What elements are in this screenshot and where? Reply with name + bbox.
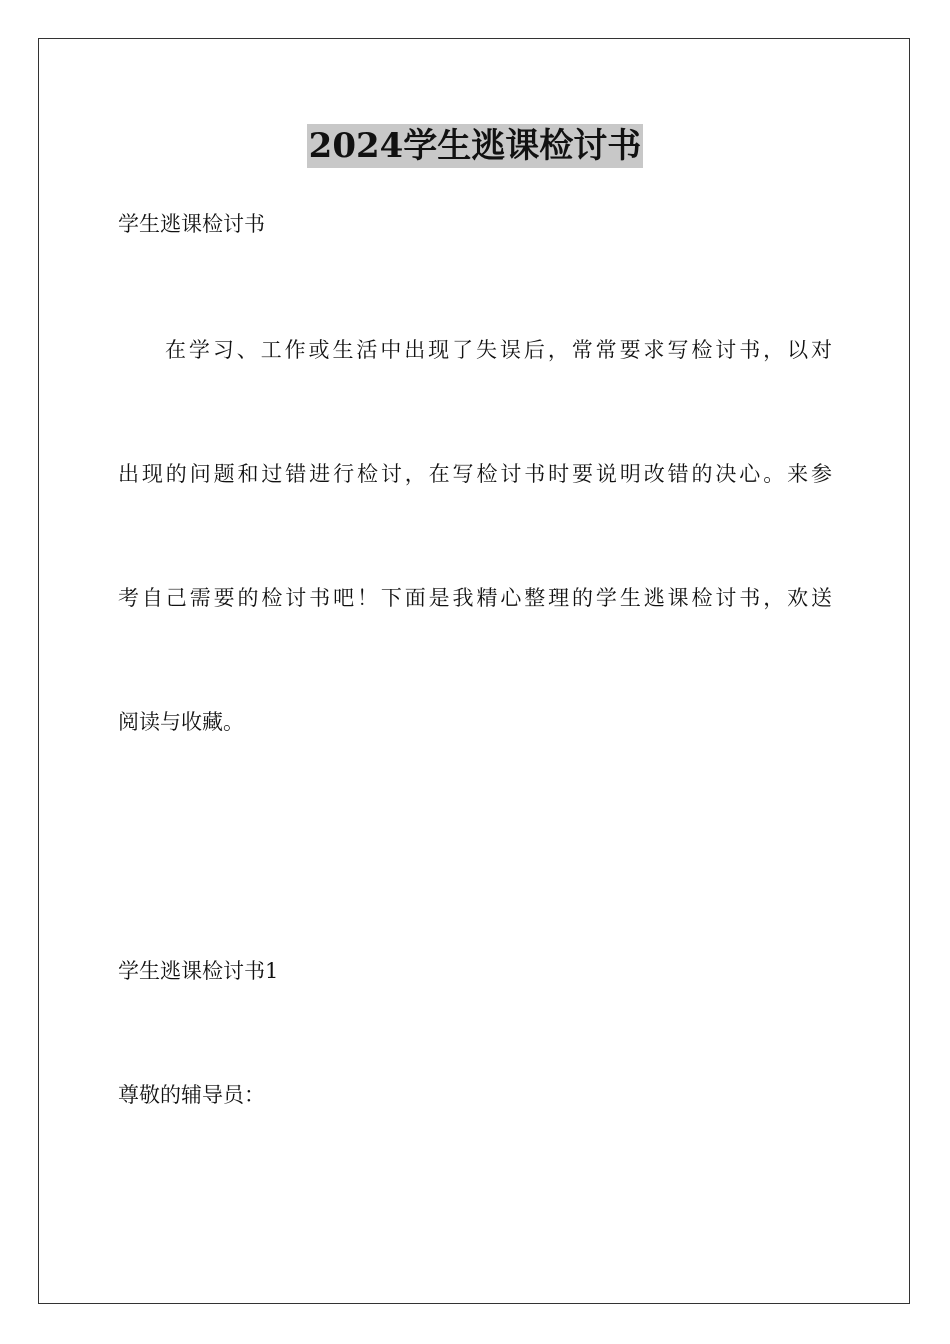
intro-line-1: 在学习、工作或生活中出现了失误后，常常要求写检讨书，以对 xyxy=(165,338,832,362)
salutation: 尊敬的辅导员： xyxy=(118,1083,265,1107)
intro-line-3: 考自己需要的检讨书吧！下面是我精心整理的学生逃课检讨书，欢送 xyxy=(118,586,832,610)
intro-line-2: 出现的问题和过错进行检讨，在写检讨书时要说明改错的决心。来参 xyxy=(118,462,832,486)
document-title: 2024学生逃课检讨书 xyxy=(308,126,642,166)
title-container xyxy=(0,124,950,168)
intro-line-4: 阅读与收藏。 xyxy=(118,710,244,734)
document-subtitle: 学生逃课检讨书 xyxy=(118,212,265,236)
section-heading: 学生逃课检讨书1 xyxy=(118,959,279,983)
